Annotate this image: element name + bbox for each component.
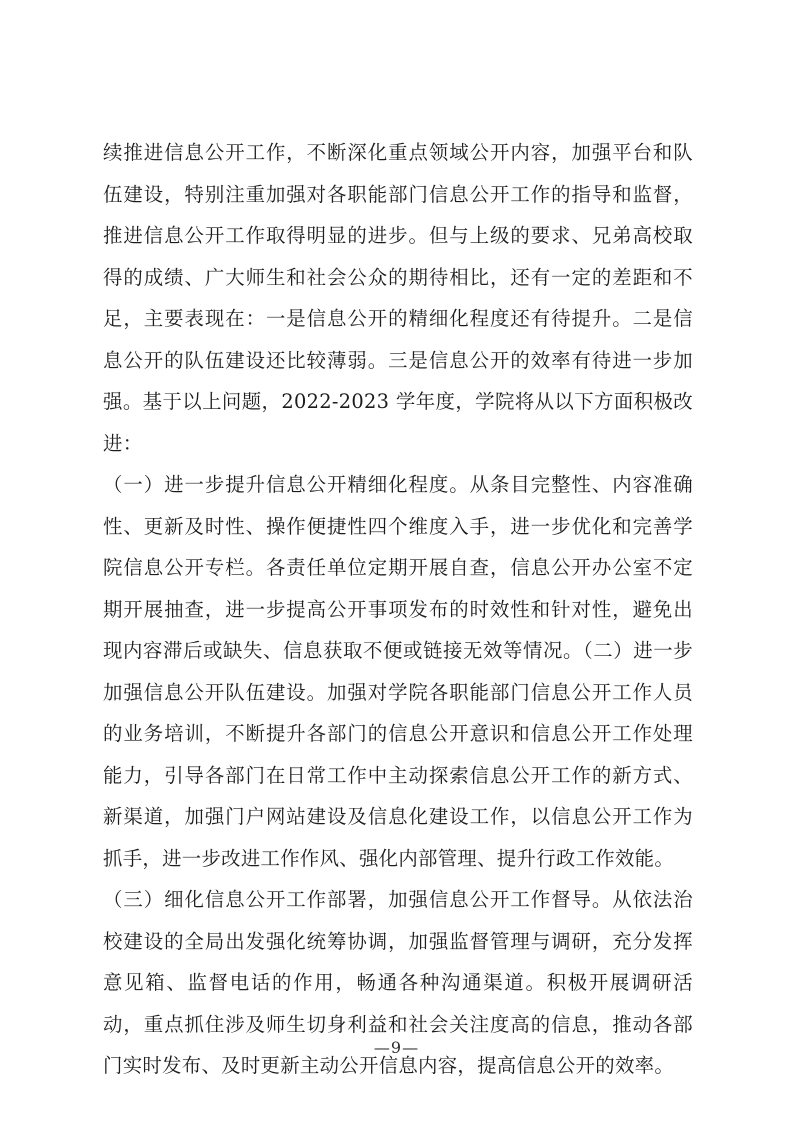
paragraph-3: （三）细化信息公开工作部署，加强信息公开工作督导。从依法治校建设的全局出发强化统筹协调，加强监督管理与调研，充分发挥意见箱、监督电话的作用，畅通各种沟通渠道。积极开展调研活动，重点抓住涉及师生切身利益和社会关注度高的信息，推动各部门实时发布、及时更新主动公开信息内容，提高信息公开的效率。 xyxy=(103,888,693,1077)
page-number: —9— xyxy=(373,1038,420,1057)
page-footer xyxy=(0,1038,793,1057)
document-body xyxy=(103,132,693,1087)
paragraph-2: （一）进一步提升信息公开精细化程度。从条目完整性、内容准确性、更新及时性、操作便捷性四个维度入手，进一步优化和完善学院信息公开专栏。各责任单位定期开展自查，信息公开办公室不定期开展抽查，进一步提高公开事项发布的时效性和针对性，避免出现内容滞后或缺失、信息获取不便或链接无效等情况。（二）进一步加强信息公开队伍建设。加强对学院各职能部门信息公开工作人员的业务培训，不断提升各部门的信息公开意识和信息公开工作处理能力，引导各部门在日常工作中主动探索信息公开工作的新方式、新渠道，加强门户网站建设及信息化建设工作，以信息公开工作为抓手，进一步改进工作作风、强化内部管理、提升行政工作效能。 xyxy=(103,473,693,870)
paragraph-1: 续推进信息公开工作，不断深化重点领域公开内容，加强平台和队伍建设，特别注重加强对各职能部门信息公开工作的指导和监督，推进信息公开工作取得明显的进步。但与上级的要求、兄弟高校取得的成绩、广大师生和社会公众的期待相比，还有一定的差距和不足，主要表现在：一是信息公开的精细化程度还有待提升。二是信息公开的队伍建设还比较薄弱。三是信息公开的效率有待进一步加强。基于以上问题，2022-2023 学年度，学院将从以下方面积极改进： xyxy=(103,141,693,455)
